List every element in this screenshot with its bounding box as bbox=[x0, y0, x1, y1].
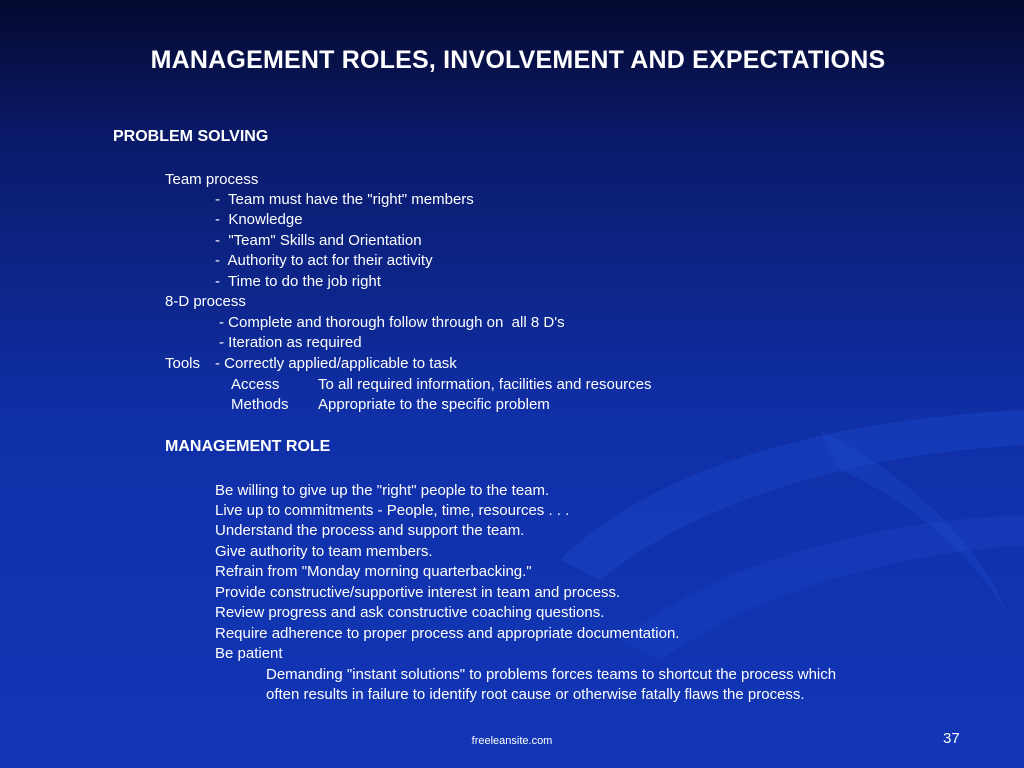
team-process-item: - "Team" Skills and Orientation bbox=[215, 232, 422, 249]
tools-term: Methods bbox=[231, 396, 289, 413]
patience-note-line: often results in failure to identify root cause or otherwise fatally flaws the process. bbox=[266, 686, 805, 703]
management-role-item: Be patient bbox=[215, 645, 283, 662]
eight-d-item: - Complete and thorough follow through on all 8 D's bbox=[219, 314, 565, 331]
team-process-label: Team process bbox=[165, 171, 259, 188]
tools-term-description: Appropriate to the specific problem bbox=[318, 396, 550, 413]
team-process-item: - Knowledge bbox=[215, 211, 303, 228]
team-process-item: - Team must have the "right" members bbox=[215, 191, 474, 208]
patience-note-line: Demanding "instant solutions" to problems forces teams to shortcut the process which bbox=[266, 666, 837, 683]
tools-term: Access bbox=[231, 376, 280, 393]
tools-label: Tools bbox=[165, 355, 201, 372]
team-process-item: - Time to do the job right bbox=[215, 273, 381, 290]
management-role-item: Refrain from "Monday morning quarterbacking." bbox=[215, 563, 532, 580]
eight-d-label: 8-D process bbox=[165, 293, 246, 310]
footer-site: freeleansite.com bbox=[471, 735, 553, 747]
management-role-item: Give authority to team members. bbox=[215, 543, 433, 560]
management-role-item: Understand the process and support the team. bbox=[215, 522, 525, 539]
management-role-item: Be willing to give up the "right" people to the team. bbox=[215, 482, 550, 499]
problem-solving-heading: PROBLEM SOLVING bbox=[113, 128, 269, 145]
management-role-item: Live up to commitments - People, time, resources . . . bbox=[215, 502, 570, 519]
tools-description: - Correctly applied/applicable to task bbox=[215, 355, 457, 372]
management-role-item: Require adherence to proper process and appropriate documentation. bbox=[215, 625, 680, 642]
page-number: 37 bbox=[943, 730, 960, 747]
page-title: MANAGEMENT ROLES, INVOLVEMENT AND EXPECTATIONS bbox=[150, 46, 886, 74]
tools-term-description: To all required information, facilities and resources bbox=[318, 376, 652, 393]
team-process-item: - Authority to act for their activity bbox=[215, 252, 433, 269]
management-role-item: Review progress and ask constructive coaching questions. bbox=[215, 604, 605, 621]
management-role-item: Provide constructive/supportive interest in team and process. bbox=[215, 584, 621, 601]
eight-d-item: - Iteration as required bbox=[219, 334, 362, 351]
management-role-heading: MANAGEMENT ROLE bbox=[165, 438, 331, 455]
